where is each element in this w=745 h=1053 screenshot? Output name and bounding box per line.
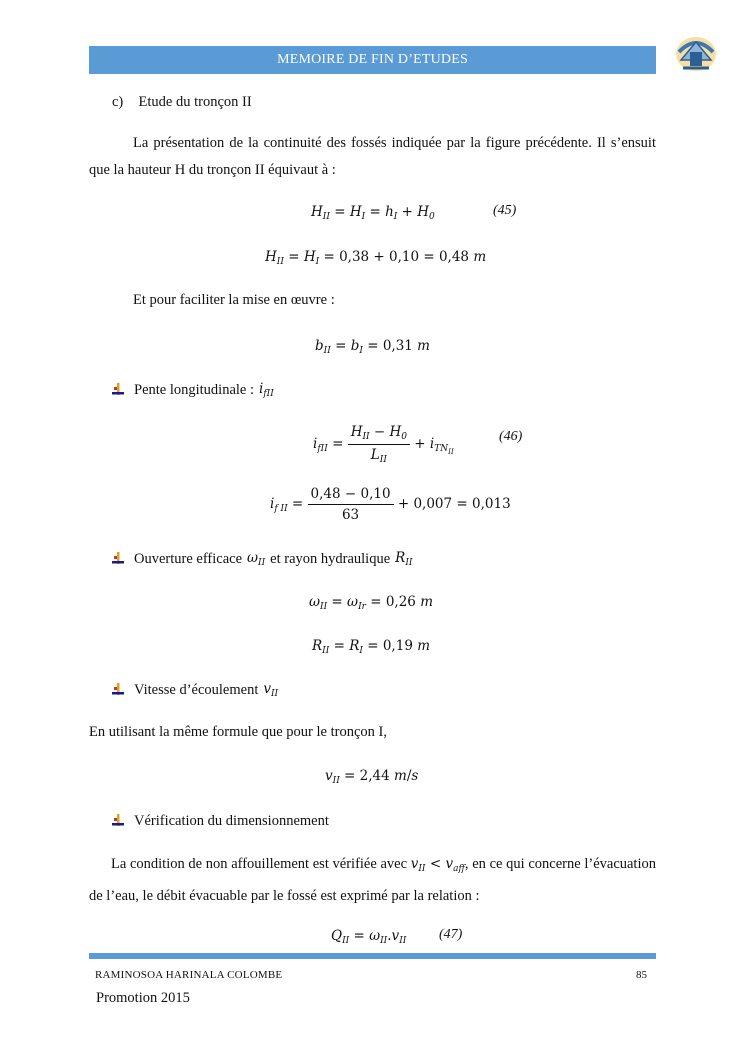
bullet-pente-label: Pente longitudinale :: [134, 381, 255, 398]
equation-number-45: (45): [493, 203, 517, 218]
bullet-ouverture-label-2: et rayon hydraulique: [270, 550, 391, 567]
bullet-ouverture: Ouverture efficace $\omega_{II}$ et rayon hydraulique $R_{II}$: [112, 549, 412, 569]
equation-omega: $\omega_{II} = \omega_{Ir} = 0,26$ m: [309, 594, 433, 612]
header-bar: [89, 46, 656, 74]
bullet-vitesse-label: Vitesse d’écoulement: [134, 681, 259, 698]
i-numerator: 0,48 − 0,10: [308, 486, 394, 505]
page-number: 85: [636, 969, 647, 981]
equation-i-values: $i_{f II}$ = $\frac{0,48 - 0,10}{63}$ + 0,007 = 0,013: [270, 486, 511, 523]
school-logo-icon: [673, 30, 719, 76]
section-title: Etude du tronçon II: [138, 94, 252, 110]
equation-number-47: (47): [439, 927, 463, 942]
header-title: MEMOIRE DE FIN D’ETUDES: [277, 52, 468, 67]
mise-en-oeuvre-text: Et pour faciliter la mise en œuvre :: [133, 292, 335, 308]
bullet-icon: [112, 683, 124, 697]
equation-b: $b_{II} = b_I = 0,31$ m: [315, 338, 430, 356]
equation-h-values: $H_{II} = H_I = 0,38 + 0,10 = 0,48$ m: [265, 249, 487, 267]
condition-paragraph: La condition de non affouillement est vérifiée avec $v_{II} < v_{aff}$, en ce qui concerne l’évacuation de l’eau, le débit évacuable par le fossé est exprimé par la relation :: [89, 856, 656, 904]
equation-47: $Q_{II} = \omega_{II}.v_{II}$: [331, 928, 407, 946]
equation-number-46: (46): [499, 429, 523, 444]
footer-author: RAMINOSOA HARINALA COLOMBE: [95, 969, 283, 981]
bullet-verification-label: Vérification du dimensionnement: [134, 812, 329, 829]
bullet-icon: [112, 383, 124, 397]
omega-value: 0,26: [385, 594, 416, 610]
i-denominator: 63: [341, 507, 360, 523]
equation-46: $i_{fII}$ = $\frac{H_{II} - H_0}{L_{II}}$ + $i_{TN_{II}}$: [313, 424, 454, 465]
v-value: 2,44: [359, 768, 390, 784]
equation-45: $H_{II} = H_I = h_I + H_0$: [311, 204, 435, 222]
same-formula-text: En utilisant la même formule que pour le tronçon I,: [89, 724, 387, 740]
bullet-vitesse: Vitesse d’écoulement $v_{II}$: [112, 680, 278, 700]
condition-text-a: La condition de non affouillement est vérifiée avec: [111, 856, 408, 872]
equation-r: $R_{II} = R_I = 0,19$ m: [312, 638, 431, 656]
footer-promotion: Promotion 2015: [96, 990, 190, 1006]
i-rest: + 0,007 = 0,013: [397, 496, 511, 512]
bullet-icon: [112, 552, 124, 566]
condition-text-b: , en ce qui concerne l’évacuation de l’eau, le débit évacuable par le fossé est exprimé par la relation :: [89, 856, 656, 904]
h-values: 0,38 + 0,10 = 0,48: [339, 249, 470, 265]
r-value: 0,19: [382, 638, 413, 654]
intro-paragraph: La présentation de la continuité des fossés indiquée par la figure précédente. Il s’ensuit que la hauteur H du tronçon II équivaut à :: [89, 135, 656, 178]
footer-divider: [89, 953, 656, 959]
bullet-ouverture-label: Ouverture efficace: [134, 550, 243, 567]
bullet-verification: [112, 811, 329, 831]
b-value: 0,31: [382, 338, 413, 354]
section-label: c): [112, 94, 124, 110]
equation-v: $v_{II} = 2,44$ m/s: [325, 768, 419, 786]
bullet-icon: [112, 814, 124, 828]
bullet-pente: Pente longitudinale : $i_{fII}$: [112, 380, 274, 400]
section-heading: [112, 94, 252, 111]
